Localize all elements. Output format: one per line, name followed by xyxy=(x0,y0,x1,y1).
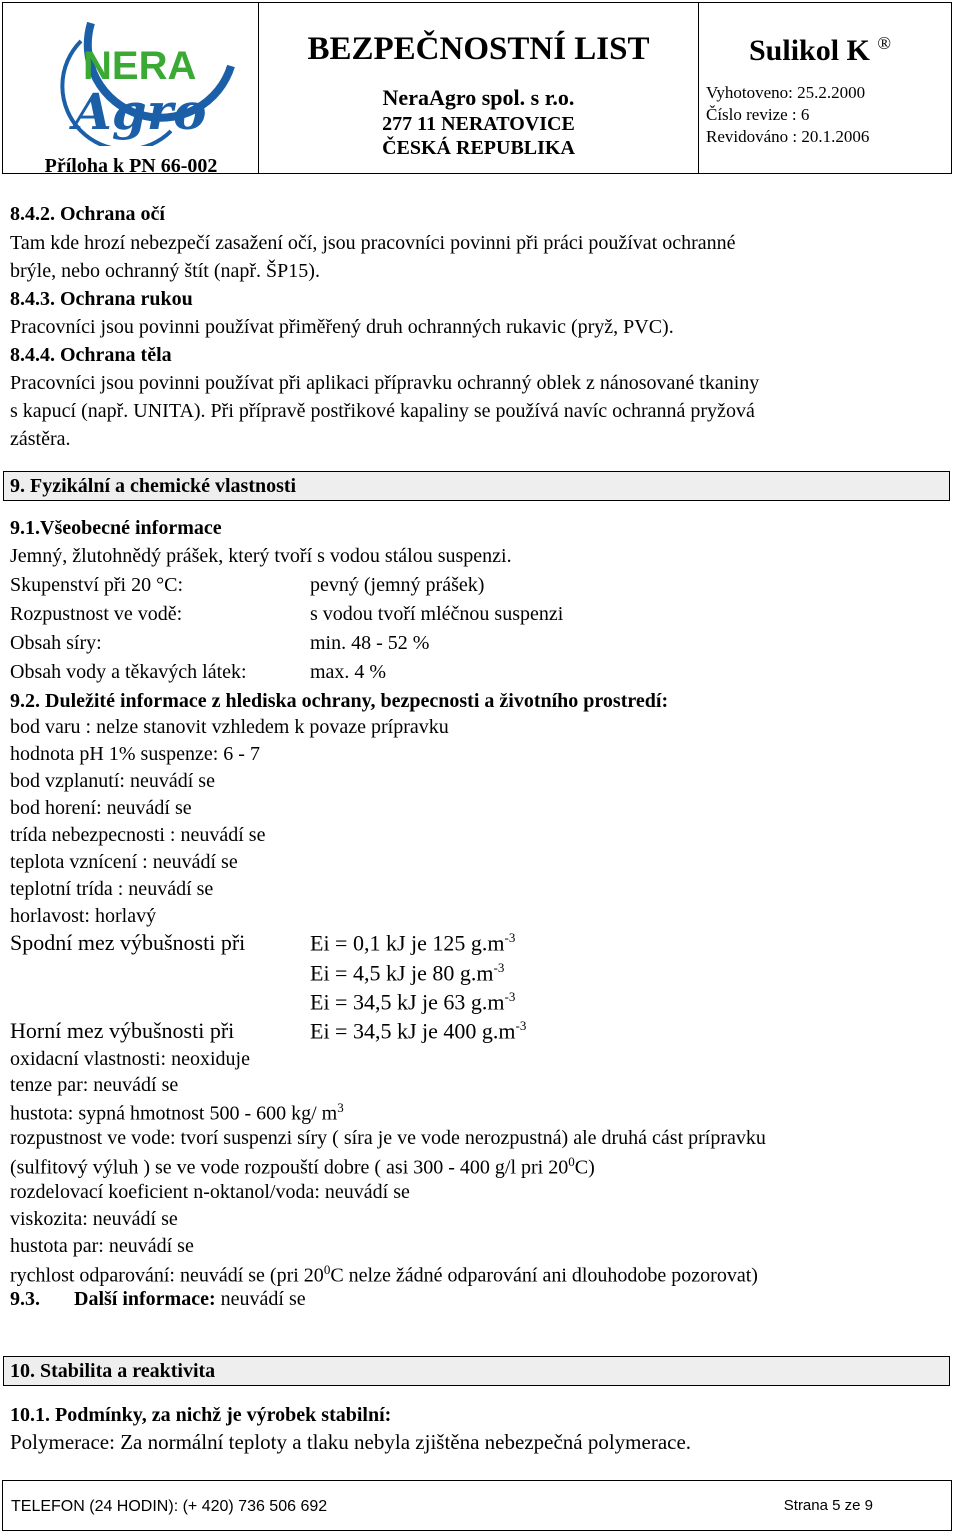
text-line: rozpustnost ve vode: tvorí suspenzi síry ( síra je ve vode nerozpustná) ale druhá cást prípravku xyxy=(10,1127,766,1149)
created-date: Vyhotoveno: 25.2.2000 xyxy=(706,83,866,102)
exponent: -3 xyxy=(504,930,516,945)
ei-value xyxy=(310,1018,526,1044)
text-line: zástěra. xyxy=(10,428,71,450)
heading-9-2: 9.2. Duležité informace z hlediska ochrany, bezpecnosti a životního prostredí: xyxy=(10,690,669,712)
ei-value xyxy=(310,989,515,1015)
product-name-text: Sulikol K xyxy=(749,34,870,67)
degree-mark: 0 xyxy=(323,1262,331,1277)
property-label: Skupenství při 20 °C: xyxy=(10,574,184,596)
text-line: Polymerace: Za normální teploty a tlaku nebyla zjištěna nebezpečná polymerace. xyxy=(10,1430,692,1454)
heading-10-1: 10.1. Podmínky, za nichž je výrobek stabilní: xyxy=(10,1404,392,1426)
property-value: pevný (jemný prášek) xyxy=(310,574,485,596)
section-9-title: 9. Fyzikální a chemické vlastnosti xyxy=(3,471,950,501)
emergency-phone: TELEFON (24 HODIN): (+ 420) 736 506 692 xyxy=(11,1498,328,1515)
logo-nera-text: NERA xyxy=(83,44,197,88)
text-line: trída nebezpecnosti : neuvádí se xyxy=(10,824,266,846)
ei-value-text: Ei = 4,5 kJ je 80 g.m xyxy=(310,960,494,986)
revision-number: Číslo revize : 6 xyxy=(706,105,810,124)
solubility-text: (sulfitový výluh ) se ve vode rozpouští dobre ( asi 300 - 400 g/l pri 20 xyxy=(10,1156,569,1179)
evaporation-text-end: C nelze žádné odparování ani dlouhodobe pozorovat) xyxy=(330,1264,758,1287)
text-line: oxidacní vlastnosti: neoxiduje xyxy=(10,1048,250,1070)
heading-9-3 xyxy=(10,1288,306,1311)
ei-value-text: Ei = 0,1 kJ je 125 g.m xyxy=(310,930,505,956)
logo-cell xyxy=(3,3,259,177)
property-row xyxy=(10,603,564,626)
property-row xyxy=(10,661,387,684)
text-line xyxy=(10,1100,344,1126)
heading-value: neuvádí se xyxy=(215,1288,306,1310)
ei-value-text: Ei = 34,5 kJ je 400 g.m xyxy=(310,1018,516,1044)
text-line: horlavost: horlavý xyxy=(10,905,157,927)
text-line: tenze par: neuvádí se xyxy=(10,1074,179,1096)
section-10-title: 10. Stabilita a reaktivita xyxy=(3,1356,950,1386)
nera-agro-logo xyxy=(21,11,251,146)
solubility-unit: C) xyxy=(574,1156,595,1179)
property-value: s vodou tvoří mléčnou suspenzi xyxy=(310,603,564,625)
page-footer xyxy=(2,1480,952,1531)
heading-8-4-2: 8.4.2. Ochrana očí xyxy=(10,203,165,225)
exponent: 3 xyxy=(337,1100,344,1115)
text-line: hustota par: neuvádí se xyxy=(10,1235,194,1257)
heading-label: Další informace: xyxy=(74,1288,216,1310)
text-line: Tam kde hrozí nebezpečí zasažení očí, jsou pracovníci povinni při práci používat ochranné xyxy=(10,232,736,254)
property-row xyxy=(10,632,430,655)
exponent: -3 xyxy=(493,960,505,975)
heading-8-4-3: 8.4.3. Ochrana rukou xyxy=(10,288,193,310)
explosion-lower-row xyxy=(10,930,516,956)
heading-9-1: 9.1.Všeobecné informace xyxy=(10,517,222,539)
company-name: NeraAgro spol. s r.o. xyxy=(382,85,575,110)
exponent: -3 xyxy=(515,1018,527,1033)
property-value: max. 4 % xyxy=(310,661,387,683)
text-line: brýle, nebo ochranný štít (např. ŠP15). xyxy=(10,260,320,282)
text-line: bod horení: neuvádí se xyxy=(10,797,192,819)
doc-title: BEZPEČNOSTNÍ LIST xyxy=(307,31,650,67)
company-city: 277 11 NERATOVICE xyxy=(382,113,575,135)
property-row xyxy=(10,574,485,597)
explosion-upper-row xyxy=(10,1018,527,1044)
explosion-lower-label: Spodní mez výbušnosti při xyxy=(10,930,246,955)
property-label: Obsah síry: xyxy=(10,632,102,654)
company-country: ČESKÁ REPUBLIKA xyxy=(382,137,575,159)
heading-8-4-4: 8.4.4. Ochrana těla xyxy=(10,344,172,366)
property-label: Obsah vody a těkavých látek: xyxy=(10,661,247,683)
text-line: hodnota pH 1% suspenze: 6 - 7 xyxy=(10,743,260,765)
degree-mark: 0 xyxy=(568,1154,575,1169)
ei-value xyxy=(310,930,515,956)
text-line: rozdelovací koeficient n-oktanol/voda: neuvádí se xyxy=(10,1181,410,1203)
revised-date: Revidováno : 20.1.2006 xyxy=(706,127,870,146)
text-line: s kapucí (např. UNITA). Při přípravě postřikové kapaliny se používá navíc ochranná pryžová xyxy=(10,400,755,422)
property-label: Rozpustnost ve vodě: xyxy=(10,603,183,625)
text-line: Jemný, žlutohnědý prášek, který tvoří s vodou stálou suspenzi. xyxy=(10,545,512,567)
title-cell xyxy=(259,3,699,173)
text-line: bod vzplanutí: neuvádí se xyxy=(10,770,215,792)
text-line: teplotní trída : neuvádí se xyxy=(10,878,214,900)
text-line: Pracovníci jsou povinni používat přiměřený druh ochranných rukavic (pryž, PVC). xyxy=(10,316,674,338)
explosion-upper-label: Horní mez výbušnosti při xyxy=(10,1018,235,1043)
text-line: Pracovníci jsou povinni používat při aplikaci přípravku ochranný oblek z nánosované tkaniny xyxy=(10,372,760,394)
ei-value xyxy=(310,960,504,986)
ei-value-text: Ei = 34,5 kJ je 63 g.m xyxy=(310,989,505,1015)
evaporation-text: rychlost odparování: neuvádí se (pri 20 xyxy=(10,1264,324,1287)
text-line: viskozita: neuvádí se xyxy=(10,1208,178,1230)
density-text: hustota: sypná hmotnost 500 - 600 kg/ m xyxy=(10,1102,338,1125)
property-value: min. 48 - 52 % xyxy=(310,632,430,654)
text-line: bod varu : nelze stanovit vzhledem k povaze prípravku xyxy=(10,716,449,738)
document-header xyxy=(2,2,952,177)
text-line xyxy=(10,1262,758,1288)
registered-mark: ® xyxy=(877,33,892,53)
heading-number: 9.3. xyxy=(10,1288,40,1310)
product-name xyxy=(749,33,891,68)
page-number: Strana 5 ze 9 xyxy=(783,1497,873,1514)
text-line xyxy=(10,1154,595,1180)
attachment-label: Příloha k PN 66-002 xyxy=(44,155,218,177)
text-line: teplota vznícení : neuvádí se xyxy=(10,851,238,873)
product-cell xyxy=(699,3,951,173)
logo-agro-text: Agro xyxy=(73,82,207,141)
exponent: -3 xyxy=(504,989,516,1004)
